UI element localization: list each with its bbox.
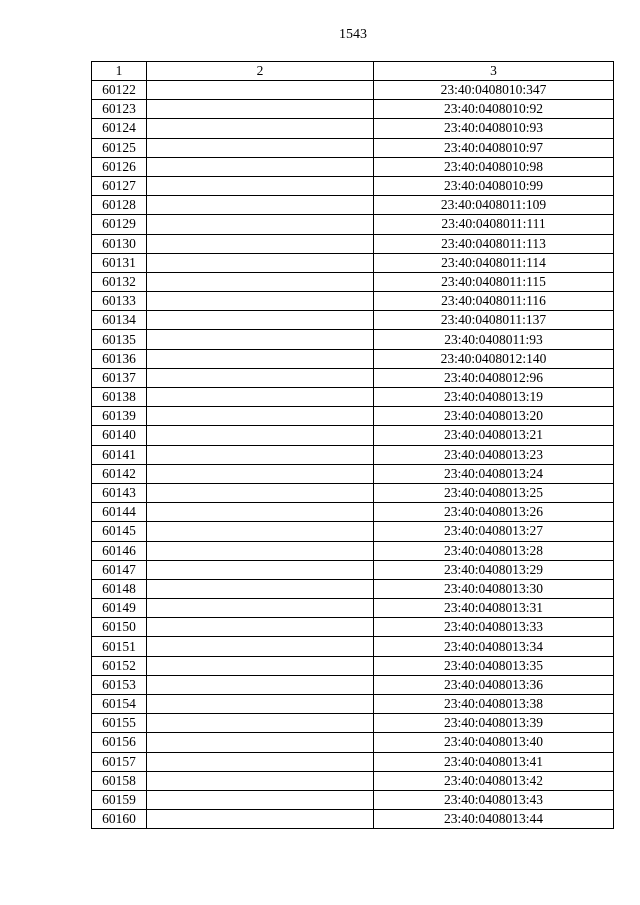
table-row [92, 349, 614, 368]
row-number-cell: 60139 [92, 407, 147, 426]
table-row [92, 579, 614, 598]
table-row [92, 215, 614, 234]
description-cell [147, 426, 374, 445]
table-row [92, 292, 614, 311]
cadastral-number-cell: 23:40:0408011:93 [374, 330, 614, 349]
row-number-cell: 60153 [92, 675, 147, 694]
cadastral-number-cell: 23:40:0408011:116 [374, 292, 614, 311]
row-number-cell: 60140 [92, 426, 147, 445]
cadastral-number-cell: 23:40:0408013:28 [374, 541, 614, 560]
table-row [92, 790, 614, 809]
description-cell [147, 445, 374, 464]
row-number-cell: 60157 [92, 752, 147, 771]
description-cell [147, 522, 374, 541]
cadastral-number-cell: 23:40:0408013:19 [374, 388, 614, 407]
row-number-cell: 60131 [92, 253, 147, 272]
description-cell [147, 483, 374, 502]
description-cell [147, 330, 374, 349]
table-row [92, 311, 614, 330]
description-cell [147, 714, 374, 733]
description-cell [147, 810, 374, 829]
row-number-cell: 60152 [92, 656, 147, 675]
cadastral-number-cell: 23:40:0408013:36 [374, 675, 614, 694]
cadastral-number-cell: 23:40:0408013:27 [374, 522, 614, 541]
cadastral-number-cell: 23:40:0408012:140 [374, 349, 614, 368]
table-row [92, 81, 614, 100]
table-row [92, 599, 614, 618]
table-row [92, 503, 614, 522]
row-number-cell: 60143 [92, 483, 147, 502]
cadastral-number-cell: 23:40:0408013:42 [374, 771, 614, 790]
row-number-cell: 60130 [92, 234, 147, 253]
description-cell [147, 579, 374, 598]
table-row [92, 234, 614, 253]
row-number-cell: 60138 [92, 388, 147, 407]
description-cell [147, 368, 374, 387]
description-cell [147, 272, 374, 291]
table-row [92, 618, 614, 637]
row-number-cell: 60133 [92, 292, 147, 311]
description-cell [147, 388, 374, 407]
table-row [92, 464, 614, 483]
cadastral-number-cell: 23:40:0408011:115 [374, 272, 614, 291]
row-number-cell: 60144 [92, 503, 147, 522]
cadastral-number-cell: 23:40:0408013:23 [374, 445, 614, 464]
row-number-cell: 60127 [92, 176, 147, 195]
cadastral-number-cell: 23:40:0408013:21 [374, 426, 614, 445]
description-cell [147, 771, 374, 790]
cadastral-number-cell: 23:40:0408013:44 [374, 810, 614, 829]
cadastral-number-cell: 23:40:0408013:34 [374, 637, 614, 656]
table-row [92, 445, 614, 464]
description-cell [147, 637, 374, 656]
row-number-cell: 60145 [92, 522, 147, 541]
cadastral-number-cell: 23:40:0408010:98 [374, 157, 614, 176]
cadastral-number-cell: 23:40:0408011:114 [374, 253, 614, 272]
row-number-cell: 60128 [92, 196, 147, 215]
cadastral-number-cell: 23:40:0408013:40 [374, 733, 614, 752]
table-row [92, 771, 614, 790]
table-row [92, 407, 614, 426]
row-number-cell: 60146 [92, 541, 147, 560]
row-number-cell: 60126 [92, 157, 147, 176]
cadastral-number-cell: 23:40:0408013:41 [374, 752, 614, 771]
description-cell [147, 790, 374, 809]
cadastral-number-cell: 23:40:0408013:35 [374, 656, 614, 675]
description-cell [147, 349, 374, 368]
table-row [92, 388, 614, 407]
description-cell [147, 100, 374, 119]
table-body [92, 81, 614, 829]
row-number-cell: 60149 [92, 599, 147, 618]
cadastral-number-cell: 23:40:0408013:24 [374, 464, 614, 483]
cadastral-number-cell: 23:40:0408010:99 [374, 176, 614, 195]
table-row [92, 522, 614, 541]
table-row [92, 196, 614, 215]
description-cell [147, 81, 374, 100]
description-cell [147, 599, 374, 618]
row-number-cell: 60137 [92, 368, 147, 387]
description-cell [147, 656, 374, 675]
cadastral-number-cell: 23:40:0408013:30 [374, 579, 614, 598]
page-number: 1543 [339, 27, 367, 42]
description-cell [147, 234, 374, 253]
row-number-cell: 60136 [92, 349, 147, 368]
table-row [92, 695, 614, 714]
cadastral-number-cell: 23:40:0408011:109 [374, 196, 614, 215]
cadastral-number-cell: 23:40:0408013:31 [374, 599, 614, 618]
table-row [92, 675, 614, 694]
cadastral-number-cell: 23:40:0408013:43 [374, 790, 614, 809]
row-number-cell: 60160 [92, 810, 147, 829]
cadastral-number-cell: 23:40:0408013:20 [374, 407, 614, 426]
description-cell [147, 733, 374, 752]
row-number-cell: 60125 [92, 138, 147, 157]
table-row [92, 119, 614, 138]
table-row [92, 541, 614, 560]
cadastral-number-cell: 23:40:0408010:92 [374, 100, 614, 119]
row-number-cell: 60147 [92, 560, 147, 579]
table-row [92, 560, 614, 579]
description-cell [147, 119, 374, 138]
description-cell [147, 541, 374, 560]
row-number-cell: 60135 [92, 330, 147, 349]
cadastral-number-cell: 23:40:0408010:347 [374, 81, 614, 100]
table-row [92, 637, 614, 656]
cadastral-number-cell: 23:40:0408010:93 [374, 119, 614, 138]
cadastral-number-cell: 23:40:0408011:111 [374, 215, 614, 234]
row-number-cell: 60158 [92, 771, 147, 790]
table-row [92, 483, 614, 502]
table-row [92, 656, 614, 675]
row-number-cell: 60154 [92, 695, 147, 714]
table-row [92, 138, 614, 157]
cadastral-number-cell: 23:40:0408013:39 [374, 714, 614, 733]
cadastral-number-cell: 23:40:0408013:29 [374, 560, 614, 579]
column-header-3: 3 [374, 62, 614, 81]
description-cell [147, 503, 374, 522]
row-number-cell: 60123 [92, 100, 147, 119]
row-number-cell: 60134 [92, 311, 147, 330]
row-number-cell: 60155 [92, 714, 147, 733]
table-row [92, 810, 614, 829]
description-cell [147, 464, 374, 483]
table-row [92, 272, 614, 291]
table-row [92, 368, 614, 387]
description-cell [147, 157, 374, 176]
table-row [92, 426, 614, 445]
cadastral-number-cell: 23:40:0408013:25 [374, 483, 614, 502]
table-row [92, 157, 614, 176]
row-number-cell: 60150 [92, 618, 147, 637]
column-header-2: 2 [147, 62, 374, 81]
description-cell [147, 560, 374, 579]
row-number-cell: 60122 [92, 81, 147, 100]
table-row [92, 733, 614, 752]
row-number-cell: 60124 [92, 119, 147, 138]
description-cell [147, 695, 374, 714]
registry-table [91, 61, 614, 829]
header-row [92, 62, 614, 81]
row-number-cell: 60141 [92, 445, 147, 464]
description-cell [147, 675, 374, 694]
cadastral-number-cell: 23:40:0408010:97 [374, 138, 614, 157]
description-cell [147, 215, 374, 234]
table-row [92, 714, 614, 733]
cadastral-number-cell: 23:40:0408013:26 [374, 503, 614, 522]
row-number-cell: 60132 [92, 272, 147, 291]
row-number-cell: 60129 [92, 215, 147, 234]
row-number-cell: 60148 [92, 579, 147, 598]
description-cell [147, 292, 374, 311]
row-number-cell: 60151 [92, 637, 147, 656]
cadastral-number-cell: 23:40:0408013:38 [374, 695, 614, 714]
cadastral-number-cell: 23:40:0408013:33 [374, 618, 614, 637]
table-row [92, 330, 614, 349]
row-number-cell: 60156 [92, 733, 147, 752]
row-number-cell: 60142 [92, 464, 147, 483]
description-cell [147, 138, 374, 157]
description-cell [147, 618, 374, 637]
table-row [92, 176, 614, 195]
table-row [92, 253, 614, 272]
cadastral-number-cell: 23:40:0408011:113 [374, 234, 614, 253]
table-row [92, 752, 614, 771]
cadastral-number-cell: 23:40:0408012:96 [374, 368, 614, 387]
description-cell [147, 196, 374, 215]
description-cell [147, 407, 374, 426]
cadastral-number-cell: 23:40:0408011:137 [374, 311, 614, 330]
description-cell [147, 253, 374, 272]
table-header [92, 62, 614, 81]
row-number-cell: 60159 [92, 790, 147, 809]
table-row [92, 100, 614, 119]
column-header-1: 1 [92, 62, 147, 81]
description-cell [147, 176, 374, 195]
description-cell [147, 752, 374, 771]
description-cell [147, 311, 374, 330]
